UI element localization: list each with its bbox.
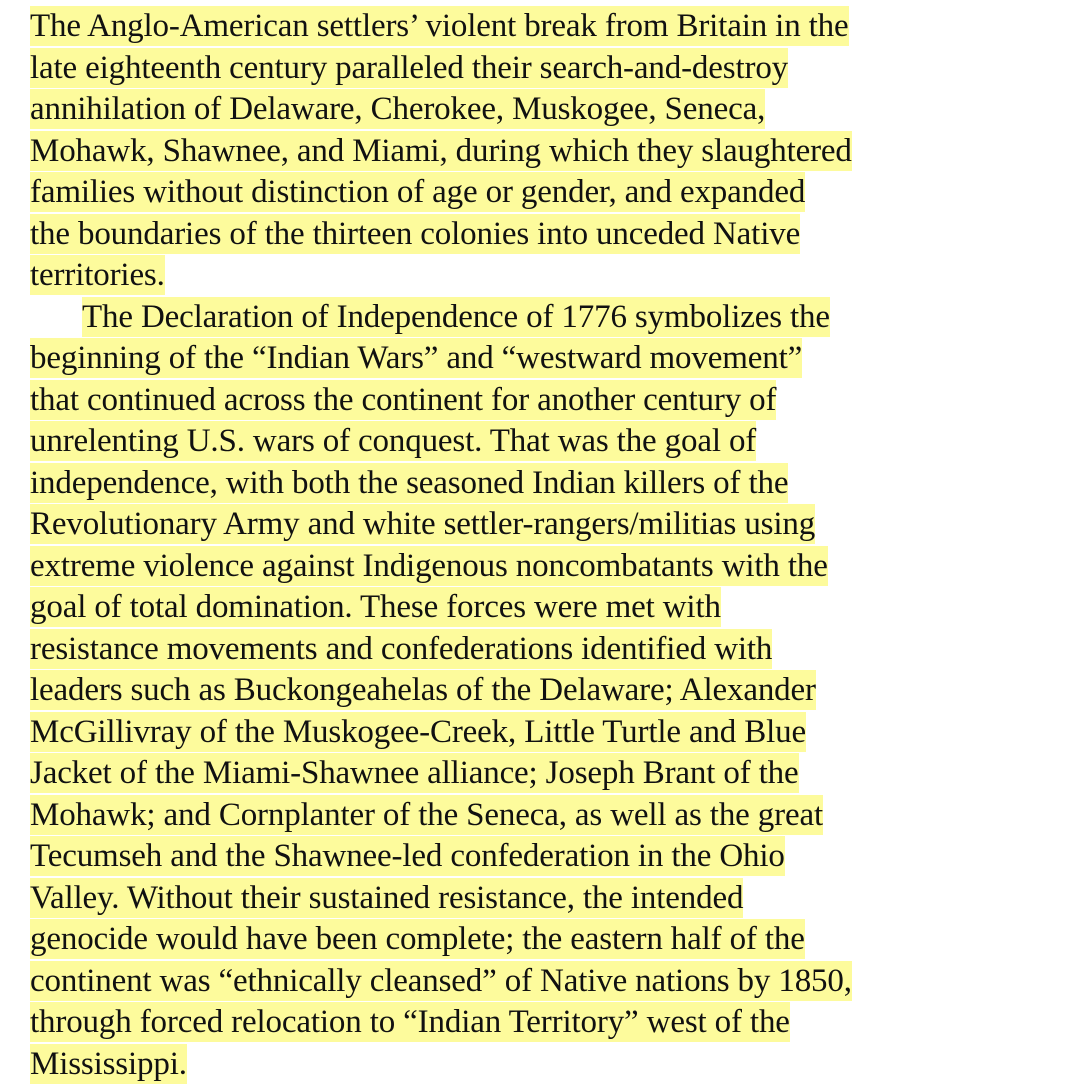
text-line [30, 836, 1070, 878]
text-line [30, 961, 1070, 1003]
text-line [30, 255, 1070, 297]
text-line [30, 587, 1070, 629]
highlighted-text: families without distinction of age or gender, and expanded [30, 172, 805, 212]
text-line [30, 878, 1070, 920]
highlighted-text: Tecumseh and the Shawnee-led confederation in the Ohio [30, 836, 785, 876]
highlighted-text: The Anglo-American settlers’ violent break from Britain in the [30, 6, 849, 46]
highlighted-text: McGillivray of the Muskogee-Creek, Little Turtle and Blue [30, 712, 806, 752]
text-line [30, 131, 1070, 173]
highlighted-text-page [30, 6, 1070, 1085]
highlighted-text: Mohawk, Shawnee, and Miami, during which they slaughtered [30, 131, 852, 171]
text-line [30, 712, 1070, 754]
paragraph-2 [30, 297, 1070, 1085]
highlighted-text: goal of total domination. These forces were met with [30, 587, 721, 627]
text-line-indented [30, 297, 1070, 339]
text-line [30, 753, 1070, 795]
highlighted-text: annihilation of Delaware, Cherokee, Muskogee, Seneca, [30, 89, 765, 129]
highlighted-text: Mississippi. [30, 1044, 187, 1084]
highlighted-text: that continued across the continent for another century of [30, 380, 776, 420]
highlighted-text: through forced relocation to “Indian Territory” west of the [30, 1002, 790, 1042]
highlighted-text: The Declaration of Independence of 1776 symbolizes the [82, 297, 830, 337]
text-line [30, 546, 1070, 588]
text-line [30, 48, 1070, 90]
highlighted-text: resistance movements and confederations identified with [30, 629, 772, 669]
paragraph-1 [30, 6, 1070, 297]
text-line [30, 795, 1070, 837]
highlighted-text: Jacket of the Miami-Shawnee alliance; Joseph Brant of the [30, 753, 799, 793]
text-line [30, 6, 1070, 48]
text-line [30, 380, 1070, 422]
text-line [30, 89, 1070, 131]
text-line [30, 629, 1070, 671]
highlighted-text: extreme violence against Indigenous noncombatants with the [30, 546, 828, 586]
highlighted-text: Valley. Without their sustained resistance, the intended [30, 878, 743, 918]
text-line [30, 463, 1070, 505]
text-line [30, 919, 1070, 961]
highlighted-text: independence, with both the seasoned Indian killers of the [30, 463, 788, 503]
text-line [30, 1044, 1070, 1085]
highlighted-text: unrelenting U.S. wars of conquest. That was the goal of [30, 421, 756, 461]
text-line [30, 214, 1070, 256]
highlighted-text: beginning of the “Indian Wars” and “westward movement” [30, 338, 802, 378]
text-line [30, 504, 1070, 546]
highlighted-text: leaders such as Buckongeahelas of the Delaware; Alexander [30, 670, 816, 710]
highlighted-text: genocide would have been complete; the eastern half of the [30, 919, 805, 959]
highlighted-text: the boundaries of the thirteen colonies into unceded Native [30, 214, 800, 254]
text-line [30, 338, 1070, 380]
highlighted-text: late eighteenth century paralleled their search-and-destroy [30, 48, 788, 88]
text-line [30, 670, 1070, 712]
highlighted-text: territories. [30, 255, 165, 295]
text-line [30, 421, 1070, 463]
text-line [30, 1002, 1070, 1044]
highlighted-text: Mohawk; and Cornplanter of the Seneca, as well as the great [30, 795, 823, 835]
highlighted-text: Revolutionary Army and white settler-rangers/militias using [30, 504, 815, 544]
highlighted-text: continent was “ethnically cleansed” of Native nations by 1850, [30, 961, 852, 1001]
text-line [30, 172, 1070, 214]
